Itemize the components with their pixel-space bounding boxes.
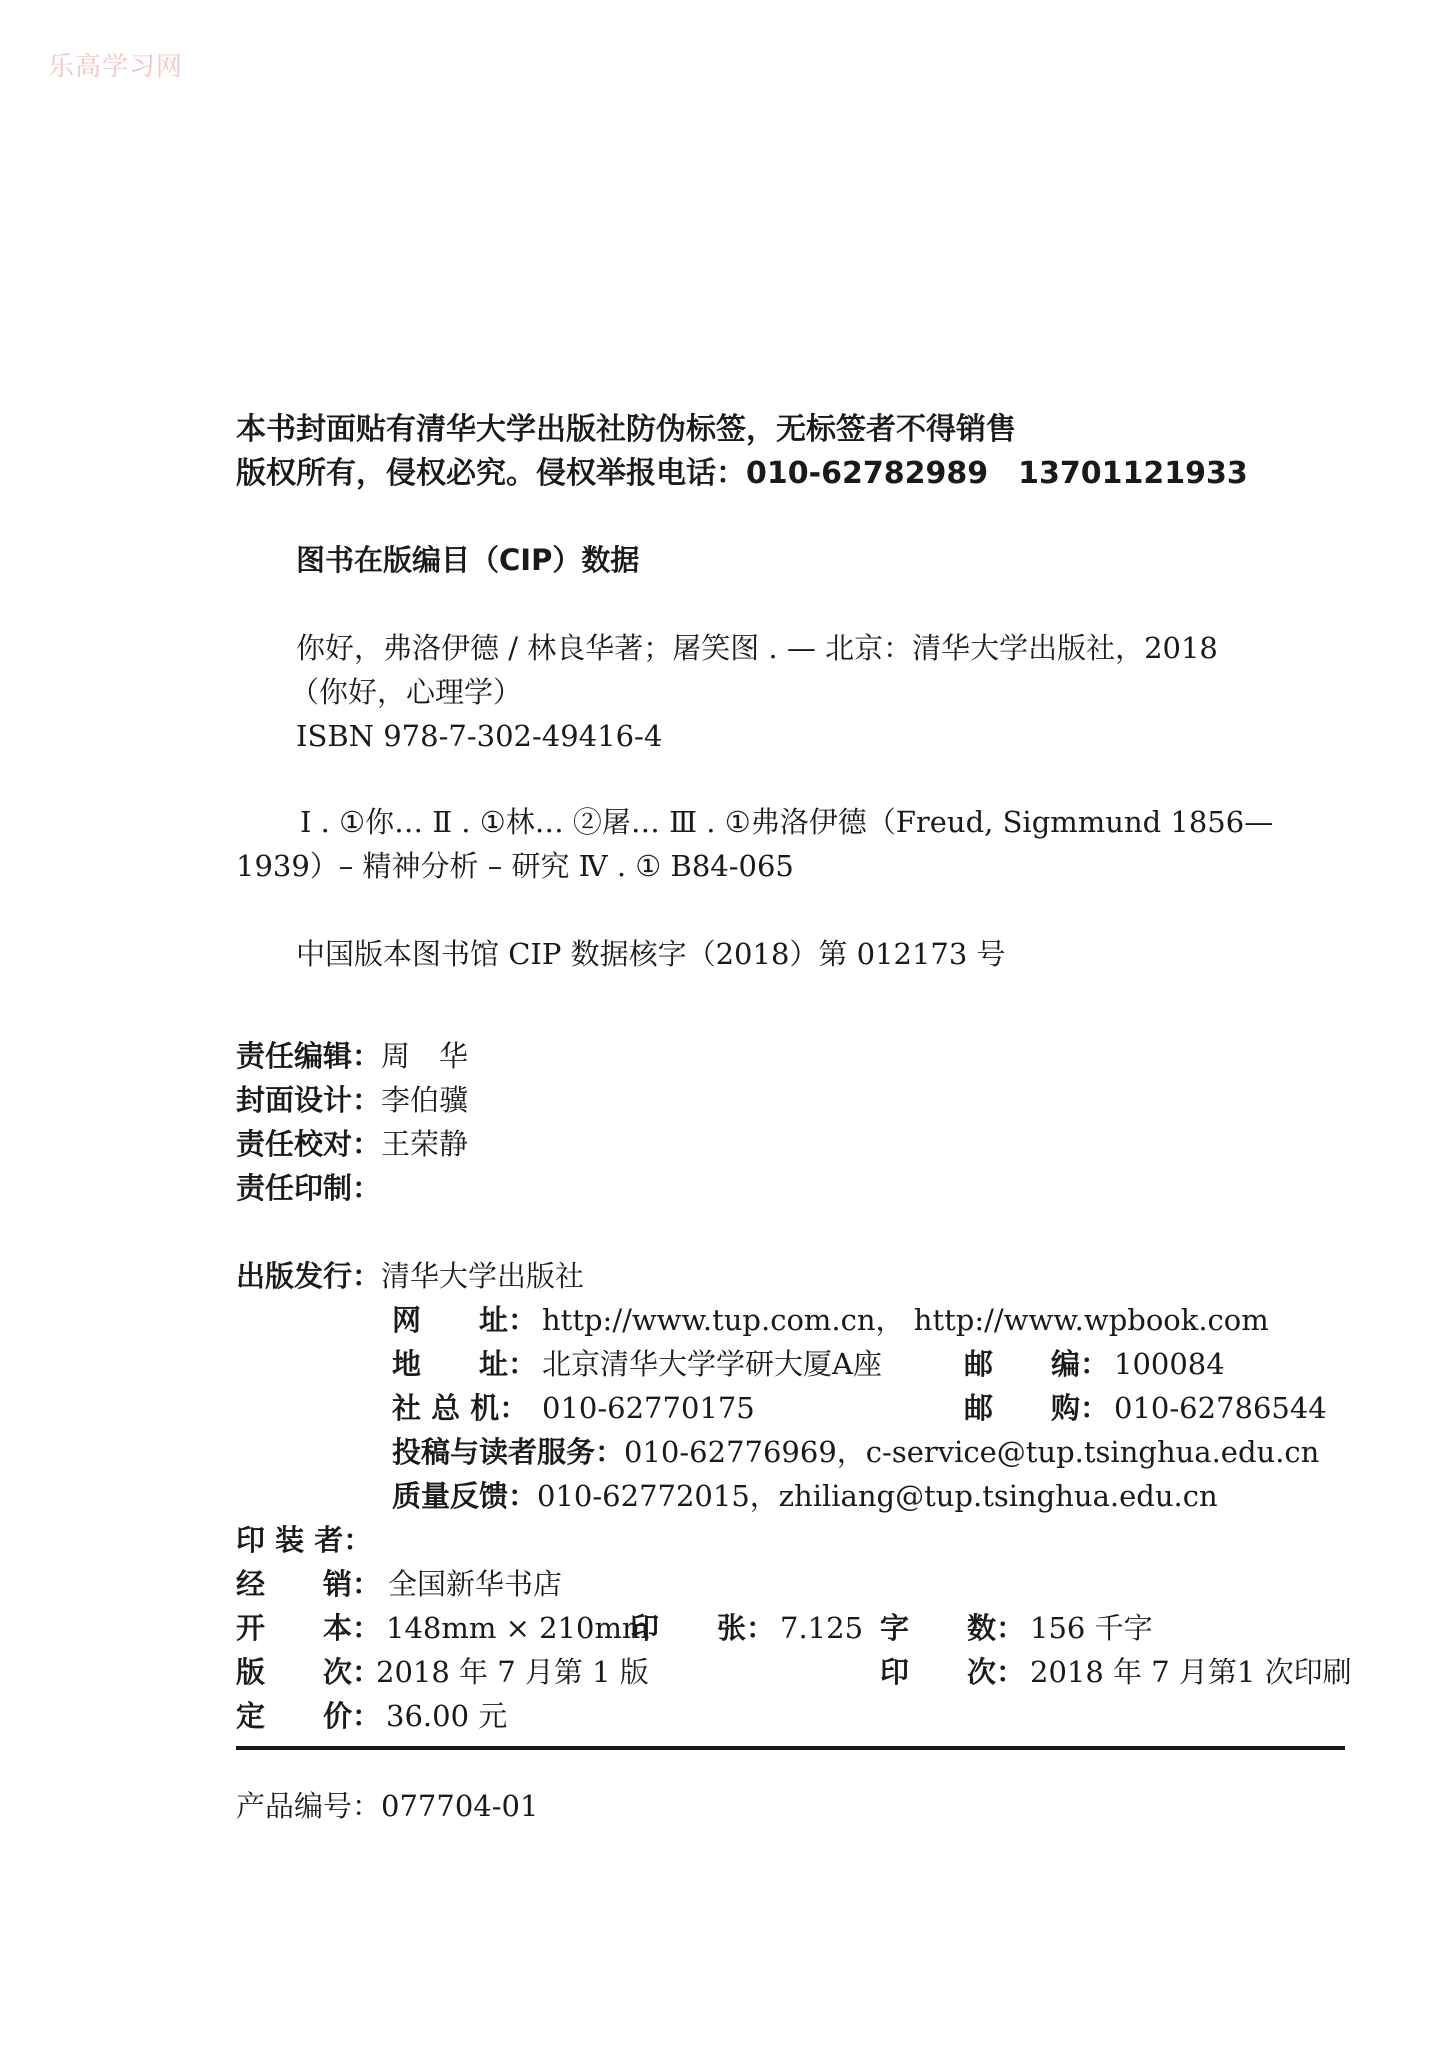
postcode-label: 邮 编：: [964, 1347, 1110, 1381]
address-label: 地 址：: [392, 1347, 538, 1381]
mail-order-row: [964, 1386, 1327, 1430]
word-count-row: [880, 1606, 1153, 1650]
divider-rule: [236, 1746, 1345, 1750]
price-row: [236, 1694, 507, 1738]
responsibility-label: 责任校对：: [236, 1127, 382, 1161]
switchboard-row: [392, 1386, 755, 1430]
responsibility-value: 周 华: [381, 1039, 469, 1073]
responsibility-printing: [236, 1166, 381, 1210]
switchboard-label: 社 总 机：: [392, 1391, 529, 1425]
responsibility-label: 责任印制：: [236, 1171, 382, 1205]
product-code-label: 产品编号：: [236, 1789, 382, 1823]
postcode-row: [964, 1342, 1225, 1386]
printer-label: 印 装 者：: [236, 1523, 373, 1557]
impression-row: [880, 1650, 1352, 1694]
price-value: 36.00 元: [386, 1699, 508, 1733]
product-code-row: [236, 1784, 538, 1828]
word-count-value: 156 千字: [1030, 1611, 1153, 1645]
publisher-name: 清华大学出版社: [381, 1259, 585, 1293]
responsibility-label: 责任编辑：: [236, 1039, 382, 1073]
edition-label: 版 次：: [236, 1655, 382, 1689]
word-count-label: 字 数：: [880, 1611, 1026, 1645]
publisher-address-row: [392, 1342, 882, 1386]
format-label: 开 本：: [236, 1611, 382, 1645]
copyright-notice: [236, 452, 1248, 496]
responsibility-value: 王荣静: [381, 1127, 469, 1161]
publisher-label: 出版发行：: [236, 1259, 382, 1293]
copyright-text: 版权所有，侵权必究。侵权举报电话：: [236, 456, 746, 491]
responsibility-value: 李伯骥: [381, 1083, 469, 1117]
responsibility-proofreader: [236, 1122, 468, 1166]
publisher-row: [236, 1254, 584, 1298]
cip-isbn: ISBN 978-7-302-49416-4: [296, 719, 663, 753]
quality-feedback-row: [392, 1474, 1218, 1518]
responsibility-editor: [236, 1034, 468, 1078]
sheets-label: 印 张：: [630, 1611, 776, 1645]
format-row: [236, 1606, 649, 1650]
format-value: 148mm × 210mm: [386, 1611, 650, 1645]
sheets-row: [630, 1606, 863, 1650]
cip-series: （你好，心理学）: [290, 675, 523, 709]
cip-record-number: 中国版本图书馆 CIP 数据核字（2018）第 012173 号: [296, 937, 1006, 971]
website-value[interactable]: http://www.tup.com.cn， http://www.wpbook.com: [542, 1303, 1269, 1337]
reader-service-row: [392, 1430, 1319, 1474]
mail-order-label: 邮 购：: [964, 1391, 1110, 1425]
reader-service-value: 010-62776969，c-service@tup.tsinghua.edu.cn: [624, 1435, 1320, 1469]
impression-label: 印 次：: [880, 1655, 1026, 1689]
address-value: 北京清华大学学研大厦A座: [542, 1347, 882, 1381]
website-label: 网 址：: [392, 1303, 538, 1337]
publisher-website-row: [392, 1298, 1269, 1342]
impression-value: 2018 年 7 月第1 次印刷: [1030, 1655, 1352, 1689]
cip-heading: 图书在版编目（CIP）数据: [296, 543, 640, 577]
quality-feedback-value: 010-62772015，zhiliang@tup.tsinghua.edu.cn: [537, 1479, 1218, 1513]
cip-entry-line1: 你好，弗洛伊德 / 林良华著；屠笑图 . — 北京：清华大学出版社，2018: [296, 631, 1218, 665]
reader-service-label: 投稿与读者服务：: [392, 1435, 625, 1469]
printer-row: [236, 1518, 372, 1562]
watermark: 乐高学习网: [48, 52, 184, 82]
edition-row: [236, 1650, 649, 1694]
postcode-value: 100084: [1114, 1347, 1225, 1381]
distributor-row: [236, 1562, 562, 1606]
switchboard-value: 010-62770175: [542, 1391, 755, 1425]
cip-subject-line2: 1939）– 精神分析 – 研究 Ⅳ . ① B84-065: [236, 849, 794, 883]
distributor-label: 经 销：: [236, 1567, 382, 1601]
distributor-value: 全国新华书店: [388, 1567, 563, 1601]
mail-order-value: 010-62786544: [1114, 1391, 1327, 1425]
product-code-value: 077704-01: [381, 1789, 539, 1823]
quality-feedback-label: 质量反馈：: [392, 1479, 538, 1513]
report-phone-2: 13701121933: [1018, 456, 1248, 491]
responsibility-cover-design: [236, 1078, 468, 1122]
responsibility-label: 封面设计：: [236, 1083, 382, 1117]
cip-subject-line1: Ⅰ . ①你… Ⅱ . ①林… ②屠… Ⅲ . ①弗洛伊德（Freud, Sigmmund 1856—: [300, 805, 1274, 839]
price-label: 定 价：: [236, 1699, 382, 1733]
report-phone-1: 010-62782989: [746, 456, 989, 491]
anti-counterfeit-notice: 本书封面贴有清华大学出版社防伪标签，无标签者不得销售: [236, 412, 1016, 447]
sheets-value: 7.125: [780, 1611, 864, 1645]
edition-value: 2018 年 7 月第 1 版: [376, 1655, 649, 1689]
